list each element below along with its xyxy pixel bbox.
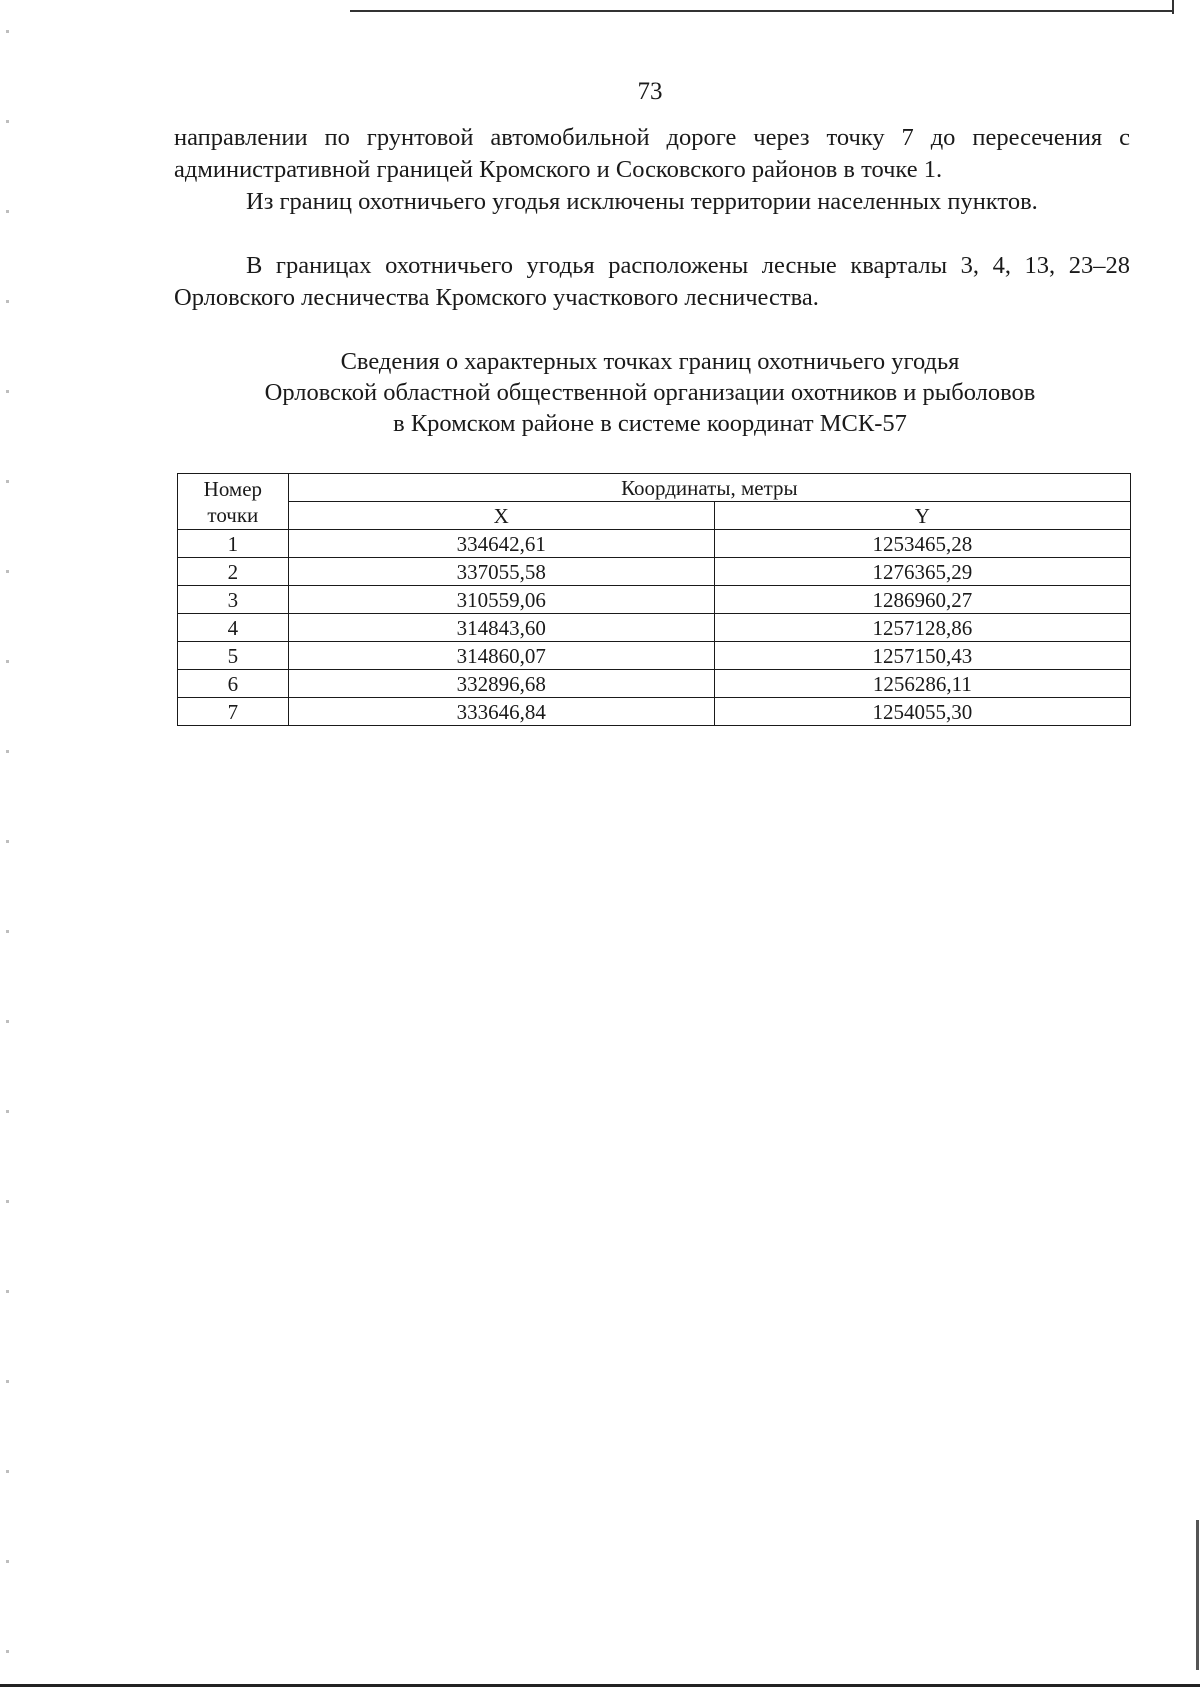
paragraph-exclusions: Из границ охотничьего угодья исключены территории населенных пунктов. [246,188,1038,215]
cell-x: 337055,58 [288,558,714,586]
table-row [178,530,1131,558]
scan-border-corner [1172,0,1174,14]
table-row [178,558,1131,586]
cell-y: 1254055,30 [714,698,1130,726]
page-number: 73 [637,78,663,105]
scan-binding-marks [6,30,9,1680]
paragraph-route-end: направлении по грунтовой автомобильной дороге через точку 7 до пересечения с административной границей Кромского и Сосковского районов в точке 1. [174,124,1130,183]
table-title-line-2: Орловской областной общественной организации охотников и рыболовов [264,379,1036,406]
coordinates-table [177,473,1131,726]
header-x: X [288,502,714,530]
table-row [178,670,1131,698]
cell-point-number: 2 [178,558,289,586]
cell-y: 1257150,43 [714,642,1130,670]
cell-y: 1286960,27 [714,586,1130,614]
header-point-line-2: точки [207,502,259,527]
table-title-line-1: Сведения о характерных точках границ охотничьего угодья [340,348,960,375]
cell-point-number: 4 [178,614,289,642]
table-title-line-3: в Кромском районе в системе координат МСК-57 [393,410,907,437]
header-coordinates: Координаты, метры [288,474,1130,502]
cell-x: 314843,60 [288,614,714,642]
table-row [178,586,1131,614]
cell-y: 1276365,29 [714,558,1130,586]
cell-point-number: 1 [178,530,289,558]
header-point-line-1: Номер [203,476,263,501]
scan-border-bottom [0,1684,1200,1687]
paragraph-forest-quarters: В границах охотничьего угодья расположены лесные кварталы 3, 4, 13, 23–28 Орловского лесничества Кромского участкового лесничества. [174,252,1130,311]
table-row [178,642,1131,670]
table-title [0,346,1200,439]
cell-y: 1256286,11 [714,670,1130,698]
header-y: Y [714,502,1130,530]
table-row [178,614,1131,642]
scan-border-right [1196,1520,1199,1670]
table-row [178,698,1131,726]
scan-border-top [350,10,1172,12]
cell-x: 314860,07 [288,642,714,670]
cell-x: 334642,61 [288,530,714,558]
cell-y: 1253465,28 [714,530,1130,558]
cell-y: 1257128,86 [714,614,1130,642]
cell-point-number: 6 [178,670,289,698]
cell-x: 310559,06 [288,586,714,614]
header-point-number [178,474,289,530]
cell-point-number: 5 [178,642,289,670]
cell-x: 332896,68 [288,670,714,698]
cell-x: 333646,84 [288,698,714,726]
cell-point-number: 3 [178,586,289,614]
cell-point-number: 7 [178,698,289,726]
